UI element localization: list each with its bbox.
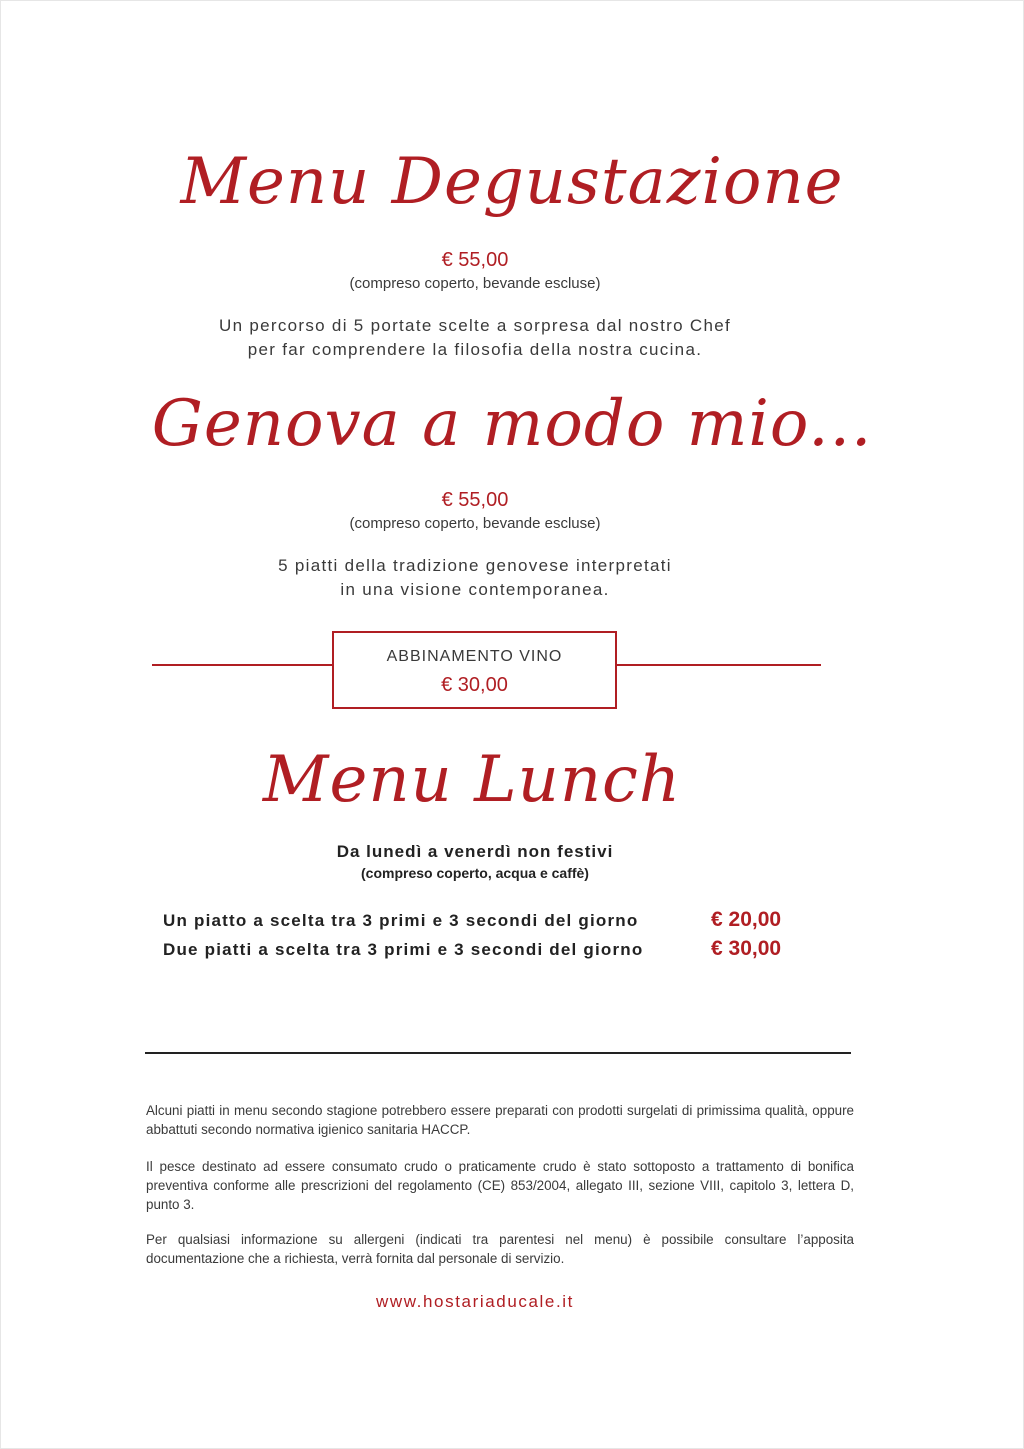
wine-left-rule [152,664,332,666]
genova-note: (compreso coperto, bevande escluse) [349,515,601,532]
footer-paragraph-raw-fish: Il pesce destinato ad essere consumato crudo o praticamente crudo è stato sottoposto a trattamento di bonifica preventiva conforme alle prescrizioni del regolamento (CE) 853/2004, allegato III, sezione VIII, capitolo 3, lettera D, punto 3. [146,1159,854,1212]
degustazione-price: € 55,00 [441,249,509,271]
lunch-option-label: Un piatto a scelta tra 3 primi e 3 secondi del giorno [163,911,639,930]
lunch-option-row [163,938,803,962]
lunch-option-price: € 20,00 [711,908,782,931]
lunch-option-price: € 30,00 [711,937,782,960]
wine-right-rule [617,664,821,666]
footer-divider [145,1052,851,1054]
footer-paragraph-frozen: Alcuni piatti in menu secondo stagione potrebbero essere preparati con prodotti surgelati di primissima qualità, oppure abbattuti secondo normativa igienico sanitaria HACCP. [146,1103,854,1137]
wine-pairing-price: € 30,00 [441,674,508,696]
footer-paragraph-allergens: Per qualsiasi informazione su allergeni (indicati tra parentesi nel menu) è possibile consultare l’apposita documentazione che a richiesta, verrà fornita dal personale di servizio. [146,1232,854,1266]
degustazione-title: Menu Degustazione [180,145,844,219]
wine-pairing-label: ABBINAMENTO VINO [386,648,563,665]
lunch-option-label: Due piatti a scelta tra 3 primi e 3 secondi del giorno [163,940,644,959]
wine-pairing-box [332,631,617,709]
genova-description-line: 5 piatti della tradizione genovese interpretati [278,556,672,575]
lunch-days: Da lunedì a venerdì non festivi [336,842,614,861]
website-link[interactable]: www.hostariaducale.it [375,1292,574,1311]
degustazione-description [0,314,950,362]
degustazione-note: (compreso coperto, bevande escluse) [349,275,601,292]
lunch-option-row [163,909,803,933]
lunch-note: (compreso coperto, acqua e caffè) [361,865,589,881]
genova-description-line: in una visione contemporanea. [340,580,610,599]
lunch-title: Menu Lunch [262,743,682,817]
genova-title: Genova a modo mio... [151,387,873,461]
genova-description [0,554,950,602]
degustazione-description-line: Un percorso di 5 portate scelte a sorpresa dal nostro Chef [219,316,731,335]
genova-price: € 55,00 [441,489,509,511]
degustazione-description-line: per far comprendere la filosofia della nostra cucina. [247,340,703,359]
